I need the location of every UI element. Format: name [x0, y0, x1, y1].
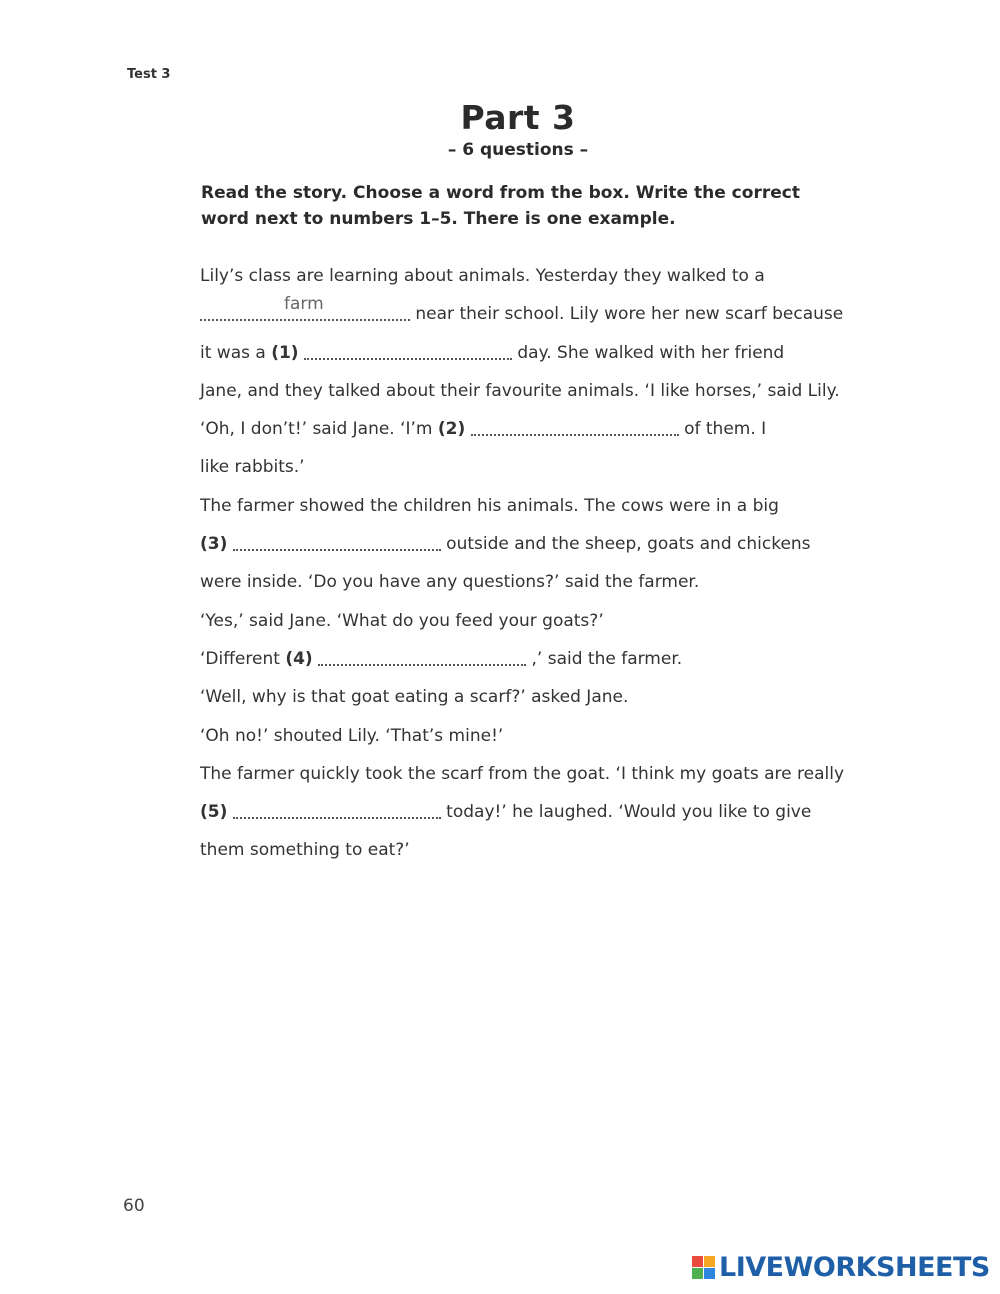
story-line: Jane, and they talked about their favourite animals. ‘I like horses,’ said Lily.	[200, 380, 840, 401]
answer-blank-1[interactable]	[304, 340, 512, 358]
answer-blank-4[interactable]	[318, 646, 526, 664]
story-line: The farmer showed the children his animals. The cows were in a big	[200, 495, 779, 516]
question-number-5: (5)	[200, 802, 228, 823]
story-line: ‘Oh no!’ shouted Lily. ‘That’s mine!’	[200, 725, 504, 746]
logo-square	[692, 1268, 703, 1279]
question-number-1: (1)	[271, 342, 299, 363]
story-text	[200, 257, 860, 870]
story-line: like rabbits.’	[200, 457, 305, 478]
example-answer-blank	[200, 294, 410, 319]
answer-blank-5[interactable]	[233, 799, 441, 817]
story-line: ‘Well, why is that goat eating a scarf?’ asked Jane.	[200, 687, 629, 708]
question-number-4: (4)	[285, 648, 313, 669]
story-line: (5) today!’ he laughed. ‘Would you like to give	[200, 793, 860, 831]
part-title: Part 3	[460, 98, 576, 137]
story-line: ‘Oh, I don’t!’ said Jane. ‘I’m (2) of them. I	[200, 410, 860, 448]
question-number-3: (3)	[200, 534, 228, 555]
story-line: ‘Yes,’ said Jane. ‘What do you feed your goats?’	[200, 610, 604, 631]
answer-blank-2[interactable]	[471, 416, 679, 434]
story-line: were inside. ‘Do you have any questions?’ said the farmer.	[200, 572, 700, 593]
liveworksheets-brand[interactable]	[692, 1252, 990, 1283]
page-number: 60	[123, 1196, 145, 1216]
story-line: them something to eat?’	[200, 840, 410, 861]
question-number-2: (2)	[437, 419, 466, 440]
test-label: Test 3	[127, 67, 171, 82]
story-line: ‘Different (4) ,’ said the farmer.	[200, 640, 860, 678]
story-line: it was a (1) day. She walked with her friend	[200, 334, 860, 372]
story-line: farm near their school. Lily wore her new scarf because	[200, 295, 860, 333]
story-line: The farmer quickly took the scarf from the goat. ‘I think my goats are really	[200, 763, 845, 784]
answer-blank-3[interactable]	[233, 531, 441, 549]
liveworksheets-logo-icon	[692, 1256, 715, 1279]
part-subtitle: – 6 questions –	[447, 140, 589, 160]
logo-square	[692, 1256, 703, 1267]
story-line: Lily’s class are learning about animals. Yesterday they walked to a	[200, 266, 765, 286]
logo-square	[704, 1268, 715, 1279]
instructions: Read the story. Choose a word from the box. Write the correct word next to numbers 1–5. There is one example.	[201, 183, 800, 229]
logo-square	[704, 1256, 715, 1267]
brand-name: LIVEWORKSHEETS	[719, 1252, 990, 1283]
example-answer: farm	[284, 294, 324, 315]
story-line: (3) outside and the sheep, goats and chickens	[200, 525, 860, 563]
